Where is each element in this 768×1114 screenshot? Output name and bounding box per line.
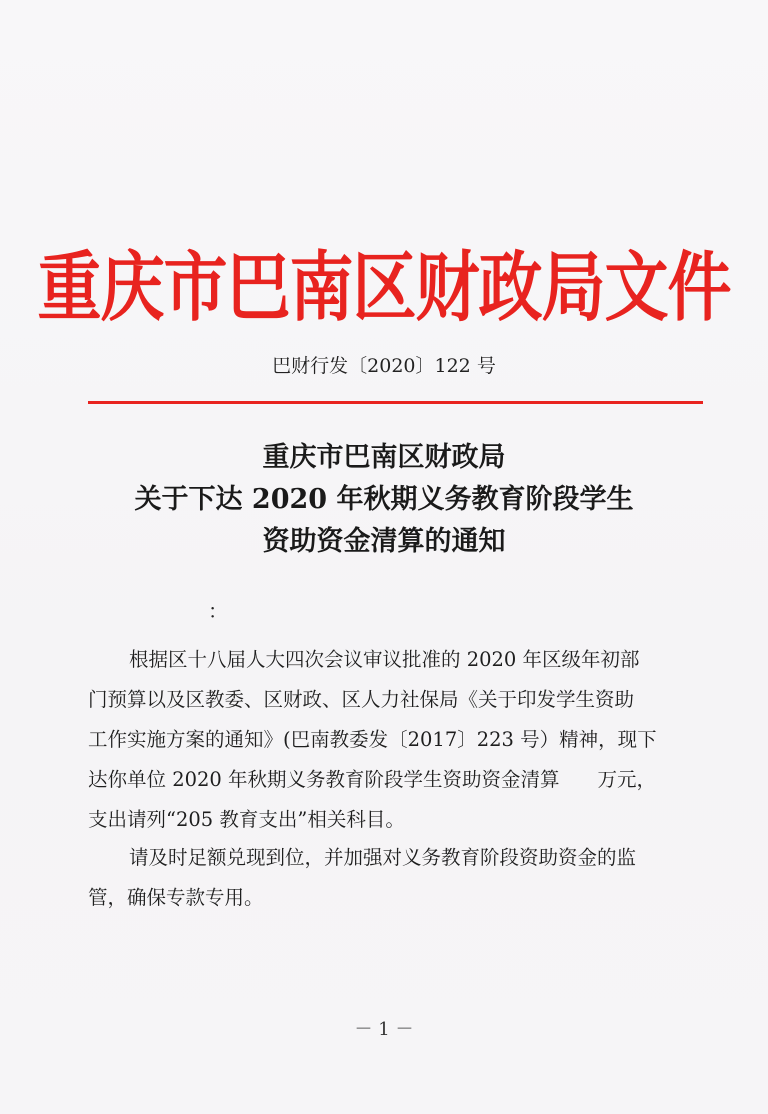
- document-number: 巴财行发〔2020〕122 号: [272, 355, 496, 377]
- title-line-1: 重庆市巴南区财政局: [262, 442, 506, 473]
- paragraph-1-line-3: 工作实施方案的通知》(巴南教委发〔2017〕223 号）精神，现下: [88, 728, 657, 751]
- paragraph-2-line-1: 请及时足额兑现到位，并加强对义务教育阶段资助资金的监: [129, 846, 637, 869]
- paragraph-2-line-2: 管，确保专款专用。: [88, 886, 264, 909]
- title-line-2: 关于下达 2020 年秋期义务教育阶段学生: [134, 484, 634, 515]
- paragraph-1: [88, 640, 703, 840]
- paragraph-1-line-4-text: 达你单位 2020 年秋期义务教育阶段学生资助资金清算: [88, 768, 560, 791]
- red-divider-line: [88, 401, 703, 404]
- title-line-3: 资助资金清算的通知: [262, 526, 506, 557]
- paragraph-1-line-2: 门预算以及区教委、区财政、区人力社保局《关于印发学生资助: [88, 688, 635, 711]
- paragraph-2: [88, 838, 703, 918]
- paragraph-1-line-4-unit: 万元，: [597, 768, 657, 791]
- page-number: － 1 －: [354, 1019, 414, 1040]
- paragraph-1-line-5: 支出请列“205 教育支出”相关科目。: [88, 808, 405, 831]
- notice-title: [0, 437, 768, 563]
- masthead-title: 重庆市巴南区财政局文件: [37, 243, 731, 333]
- paragraph-1-line-4: [88, 760, 703, 800]
- paragraph-1-line-1: 根据区十八届人大四次会议审议批准的 2020 年区级年初部: [129, 648, 640, 671]
- addressee: ：: [208, 599, 228, 623]
